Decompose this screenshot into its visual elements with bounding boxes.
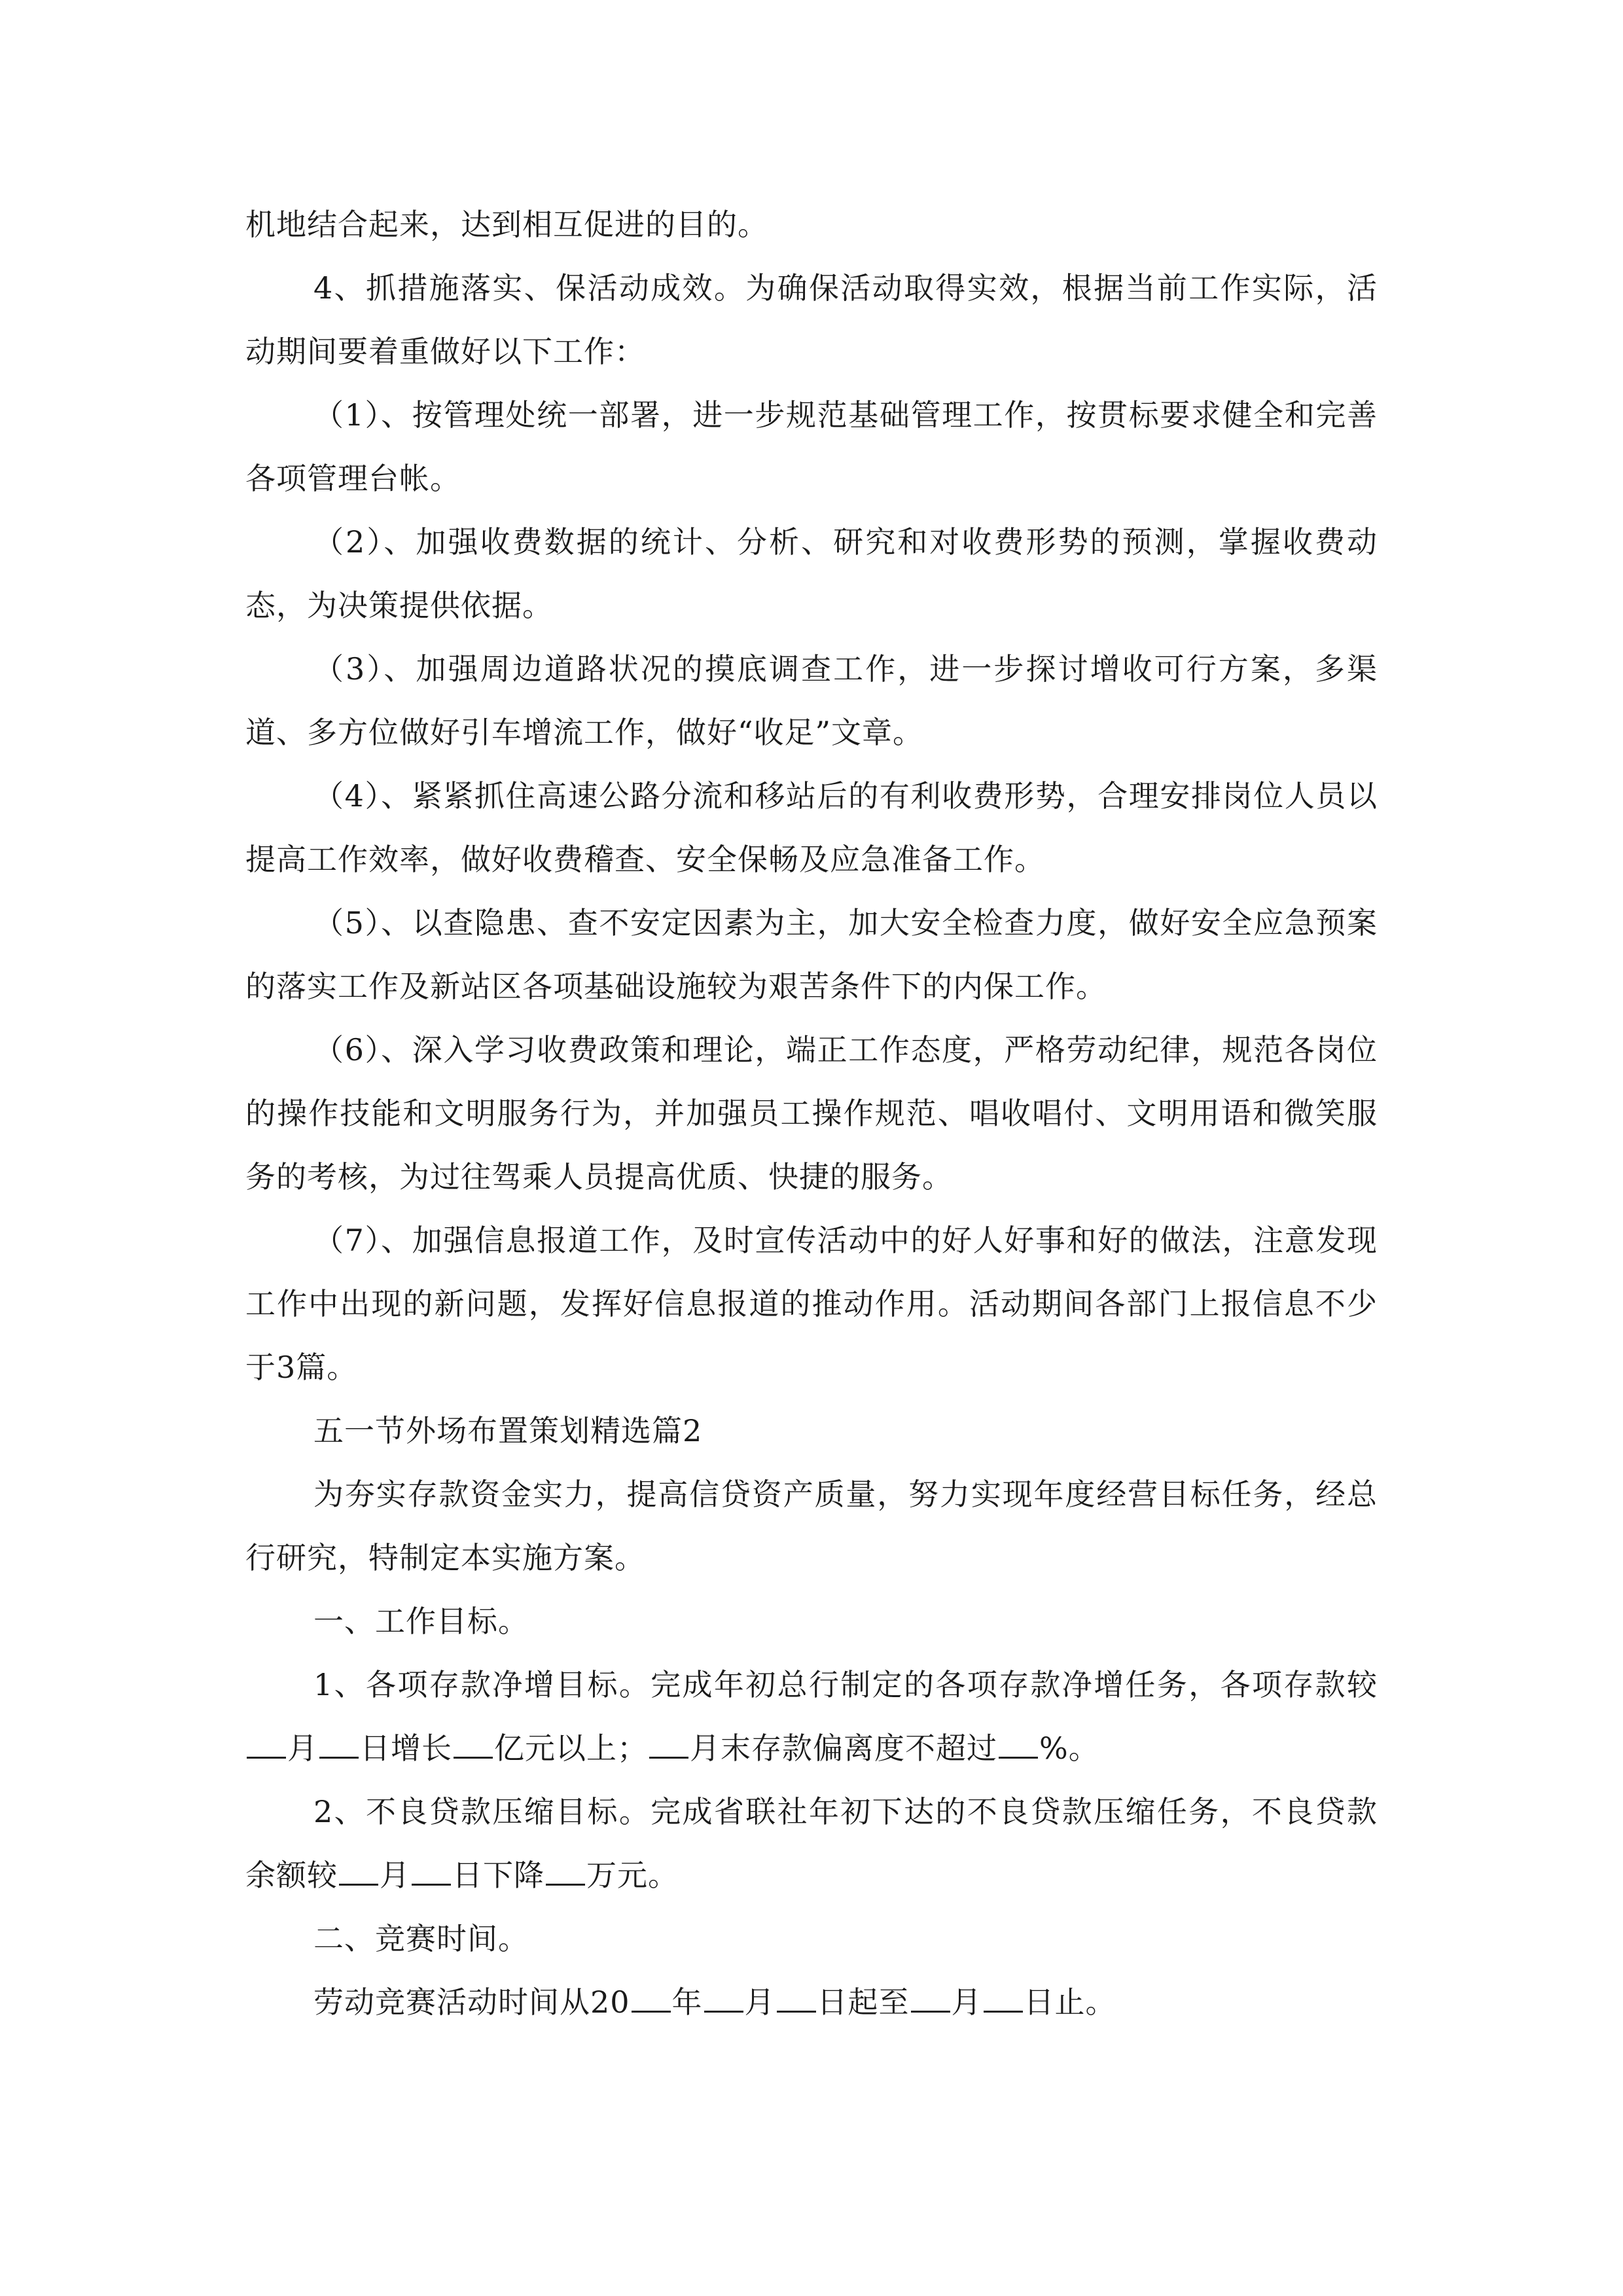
deposit-goal-text-c: 日增长 xyxy=(360,1731,452,1766)
section-competition-time: 二、竞赛时间。 xyxy=(313,1921,529,1956)
paragraph-measures: 4、抓措施落实、保活动成效。为确保活动取得实效，根据当前工作实际，活动期间要着重做好以下工作： xyxy=(245,270,1378,369)
loan-goal-text-c: 日下降 xyxy=(452,1857,544,1893)
blank-line xyxy=(412,1861,451,1886)
paragraph-loan-goal xyxy=(245,1780,1378,1907)
blank-line xyxy=(319,1734,359,1759)
paragraph-continuation: 机地结合起来，达到相互促进的目的。 xyxy=(245,207,768,242)
deposit-goal-text-b: 月 xyxy=(287,1731,318,1766)
period-text-c: 月 xyxy=(744,1984,776,2020)
blank-line xyxy=(247,1734,286,1759)
blank-line xyxy=(339,1861,378,1886)
section-heading-2: 五一节外场布置策划精选篇2 xyxy=(313,1413,703,1448)
loan-goal-text-b: 月 xyxy=(380,1857,410,1893)
paragraph-item-7: （7）、加强信息报道工作，及时宣传活动中的好人好事和好的做法，注意发现工作中出现的新问题，发挥好信息报道的推动作用。活动期间各部门上报信息不少于3篇。 xyxy=(245,1223,1378,1385)
paragraph-item-2: （2）、加强收费数据的统计、分析、研究和对收费形势的预测，掌握收费动态，为决策提供依据。 xyxy=(245,524,1378,623)
blank-line xyxy=(649,1734,688,1759)
paragraph-competition-period xyxy=(245,1971,1378,2034)
paragraph-item-4: （4）、紧紧抓住高速公路分流和移站后的有利收费形势，合理安排岗位人员以提高工作效率，做好收费稽查、安全保畅及应急准备工作。 xyxy=(245,778,1378,877)
paragraph-intro: 为夯实存款资金实力，提高信贷资产质量，努力实现年度经营目标任务，经总行研究，特制定本实施方案。 xyxy=(245,1477,1378,1575)
blank-line xyxy=(546,1861,585,1886)
period-text-e: 月 xyxy=(951,1984,982,2020)
period-text-a: 劳动竞赛活动时间从20 xyxy=(313,1984,630,2020)
deposit-goal-text-e: 月末存款偏离度不超过 xyxy=(690,1731,997,1766)
paragraph-item-6: （6）、深入学习收费政策和理论，端正工作态度，严格劳动纪律，规范各岗位的操作技能和文明服务行为，并加强员工操作规范、唱收唱付、文明用语和微笑服务的考核，为过往驾乘人员提高优质、快捷的服务。 xyxy=(245,1032,1378,1194)
blank-line xyxy=(999,1734,1038,1759)
deposit-goal-text-a: 1、各项存款净增目标。完成年初总行制定的各项存款净增任务，各项存款较 xyxy=(313,1667,1378,1702)
period-text-b: 年 xyxy=(671,1984,703,2020)
blank-line xyxy=(704,1988,743,2013)
loan-goal-text-a: 2、不良贷款压缩目标。完成省联社年初下达的不良贷款压缩任务，不良贷款余额较 xyxy=(245,1794,1378,1893)
period-text-f: 日止。 xyxy=(1024,1984,1116,2020)
paragraph-item-3: （3）、加强周边道路状况的摸底调查工作，进一步探讨增收可行方案，多渠道、多方位做好引车增流工作，做好“收足”文章。 xyxy=(245,651,1378,750)
period-text-d: 日起至 xyxy=(817,1984,910,2020)
paragraph-deposit-goal xyxy=(245,1653,1378,1780)
document-body xyxy=(245,193,1378,2034)
blank-line xyxy=(632,1988,671,2013)
blank-line xyxy=(777,1988,816,2013)
loan-goal-text-d: 万元。 xyxy=(586,1857,679,1893)
deposit-goal-text-d: 亿元以上； xyxy=(494,1731,648,1766)
blank-line xyxy=(911,1988,950,2013)
blank-line xyxy=(454,1734,493,1759)
blank-line xyxy=(984,1988,1023,2013)
paragraph-item-1: （1）、按管理处统一部署，进一步规范基础管理工作，按贯标要求健全和完善各项管理台帐。 xyxy=(245,397,1378,496)
section-work-goals: 一、工作目标。 xyxy=(313,1604,529,1639)
paragraph-item-5: （5）、以查隐患、查不安定因素为主，加大安全检查力度，做好安全应急预案的落实工作及新站区各项基础设施较为艰苦条件下的内保工作。 xyxy=(245,905,1378,1004)
deposit-goal-text-f: %。 xyxy=(1039,1731,1099,1766)
